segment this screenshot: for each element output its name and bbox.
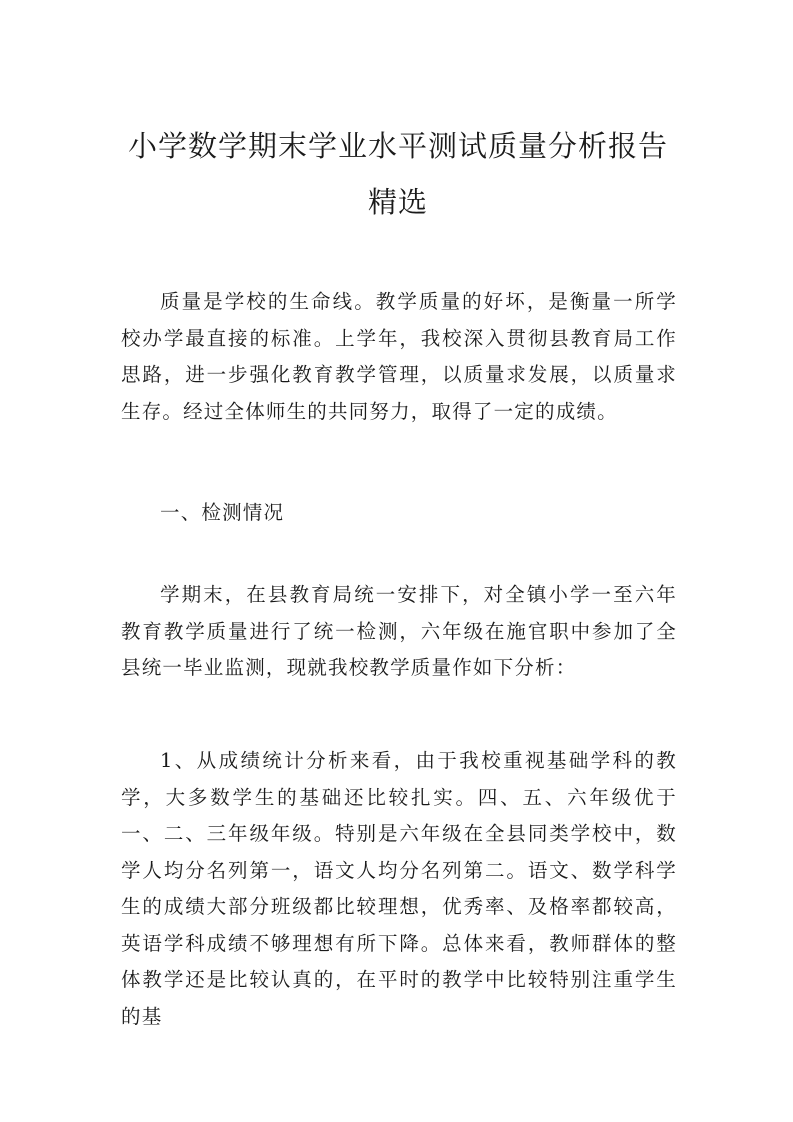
paragraph-analysis: 1、从成绩统计分析来看，由于我校重视基础学科的教学，大多数学生的基础还比较扎实。四、五、六年级优于一、二、三年级年级。特别是六年级在全县同类学校中，数学人均分名列第一，语文人均分名列第二。语文、数学科学生的成绩大部分班级都比较理想，优秀率、及格率都较高，英语学科成绩不够理想有所下降。总体来看，教师群体的整体教学还是比较认真的，在平时的教学中比较特别注重学生的基 bbox=[121, 749, 677, 1028]
section-heading-detection: 一、检测情况 bbox=[160, 501, 285, 524]
paragraph-detection: 学期末，在县教育局统一安排下，对全镇小学一至六年教育教学质量进行了统一检测，六年级在施官职中参加了全县统一毕业监测，现就我校教学质量作如下分析： bbox=[121, 583, 677, 679]
title-line-2: 精选 bbox=[367, 185, 428, 219]
title-line-1: 小学数学期末学业水平测试质量分析报告 bbox=[127, 129, 668, 163]
document-title bbox=[118, 118, 678, 230]
paragraph-intro: 质量是学校的生命线。教学质量的好坏，是衡量一所学校办学最直接的标准。上学年，我校深入贯彻县教育局工作思路，进一步强化教育教学管理，以质量求发展，以质量求生存。经过全体师生的共同努力，取得了一定的成绩。 bbox=[121, 290, 677, 423]
